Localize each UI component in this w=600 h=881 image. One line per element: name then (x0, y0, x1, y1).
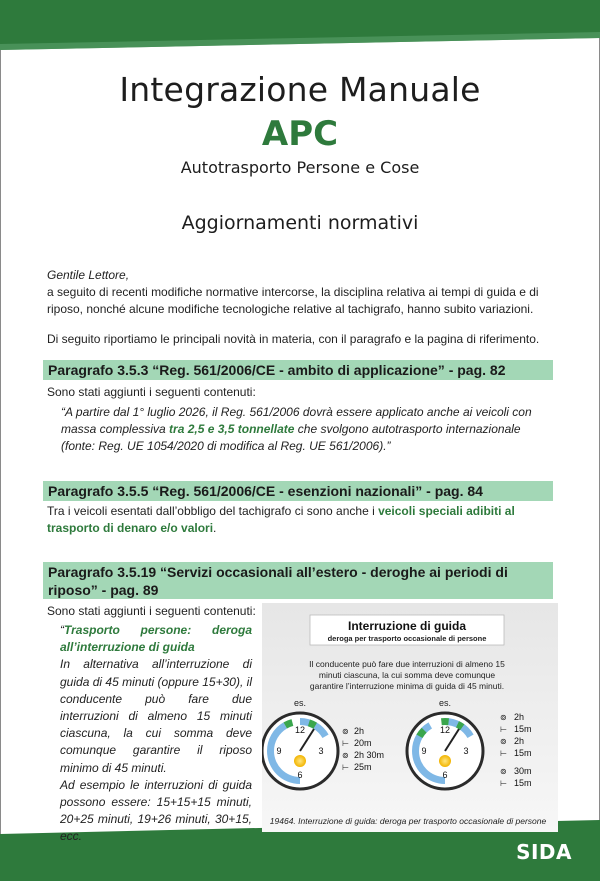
driving-break-figure (262, 603, 558, 832)
sun-icon (439, 755, 451, 767)
clock-number: 6 (442, 770, 448, 780)
legend-value: 2h 30m (354, 750, 385, 760)
steering-wheel-icon: ⊚ (500, 737, 507, 746)
quote-text-a: “A partire dal 1° luglio 2026, il Reg. 561/2006 dovrà essere applicato anche ai veicoli con massa complessiva (61, 405, 532, 436)
text-b: . (213, 521, 217, 535)
clock-number: 9 (421, 746, 427, 756)
section-heading-3-5-3: Paragrafo 3.5.3 “Reg. 561/2006/CE - ambito di applicazione” - pag. 82 (43, 360, 553, 380)
clock-number: 3 (318, 746, 324, 756)
steering-wheel-icon: ⊚ (342, 751, 349, 760)
intro-paragraph-2: Di seguito riportiamo le principali novità in materia, con il paragrafo e la pagina di riferimento. (47, 332, 540, 346)
legend-value: 15m (514, 748, 532, 758)
legend-value: 25m (354, 762, 372, 772)
quote-paragraph-2: Ad esempio le interruzioni di guida possono essere: 15+15+15 minuti, 20+25 minuti, 19+26 minuti, 30+15, ecc. (60, 777, 252, 844)
section-title: Aggiornamenti normativi (181, 212, 419, 234)
acronym-title: APC (261, 114, 339, 154)
figure-description-line: Il conducente può fare due interruzioni di almeno 15 (309, 659, 505, 669)
section-quote (61, 404, 555, 455)
figure-subtitle: deroga per trasporto occasionale di persone (327, 634, 487, 643)
example-label: es. (438, 698, 452, 708)
quote-title: Trasporto persone: deroga all’interruzione di guida (60, 623, 252, 655)
legend-value: 15m (514, 778, 532, 788)
steering-wheel-icon: ⊚ (500, 713, 507, 722)
steering-wheel-icon: ⊚ (342, 727, 349, 736)
figure-title: Interruzione di guida (347, 619, 467, 633)
clock-number: 12 (439, 725, 451, 735)
figure-description-line: garantire l’interruzione minima di guida di 45 minuti. (309, 681, 505, 691)
greeting: Gentile Lettore, (47, 268, 130, 282)
bed-icon: ⊢ (500, 725, 507, 734)
quote-open-mark: “ (60, 623, 64, 637)
highlight-text: veicoli speciali adibiti al trasporto di denaro e/o valori (47, 504, 515, 535)
quote-text-b: che svolgono autotrasporto internazionale (fonte: Reg. UE 1054/2020 di modifica al Reg. UE 561/2006).” (61, 422, 521, 453)
clock-number: 9 (276, 746, 282, 756)
document-title: Integrazione Manuale (119, 70, 481, 109)
legend-value: 30m (514, 766, 532, 776)
bed-icon: ⊢ (342, 763, 349, 772)
section-paragraph (47, 503, 557, 537)
figure-description-line: minuti ciascuna, la cui somma deve comunque (318, 670, 496, 680)
clock-number: 3 (463, 746, 469, 756)
section-heading-3-5-5: Paragrafo 3.5.5 “Reg. 561/2006/CE - esenzioni nazionali” - pag. 84 (43, 481, 553, 501)
figure-caption: 19464. Interruzione di guida: deroga per trasporto occasionale di persone (269, 816, 547, 826)
bed-icon: ⊢ (500, 779, 507, 788)
deroga-quote (60, 622, 252, 846)
quote-highlight: tra 2,5 e 3,5 tonnellate (169, 422, 295, 436)
section-heading-3-5-19: Paragrafo 3.5.19 “Servizi occasionali all’estero - deroghe ai periodi di riposo” - pag. 89 (43, 562, 553, 599)
bed-icon: ⊢ (500, 749, 507, 758)
section-lead: Sono stati aggiunti i seguenti contenuti: (47, 604, 256, 618)
sida-logo: SIDA (516, 840, 572, 864)
clock-number: 12 (294, 725, 306, 735)
legend-value: 15m (514, 724, 532, 734)
document-subtitle: Autotrasporto Persone e Cose (180, 158, 420, 177)
text-a: Tra i veicoli esentati dall’obbligo del tachigrafo ci sono anche i (47, 504, 379, 518)
steering-wheel-icon: ⊚ (500, 767, 507, 776)
quote-title-line (60, 622, 252, 656)
bed-icon: ⊢ (342, 739, 349, 748)
sun-icon (294, 755, 306, 767)
legend-value: 20m (354, 738, 372, 748)
clock-number: 6 (297, 770, 303, 780)
intro-paragraph (47, 267, 557, 318)
legend-value: 2h (514, 712, 525, 722)
legend-value: 2h (354, 726, 365, 736)
intro-line: a seguito di recenti modifiche normative intercorse, la disciplina relativa ai tempi di guida e di riposo, nonché alcune modifiche tecnologiche relative al tachigrafo, hanno subito variazioni. (47, 285, 539, 316)
quote-paragraph-1: In alternativa all’interruzione di guida di 45 minuti (oppure 15+30), il conducente può fare due interruzioni di almeno 15 minuti ciascuna, la cui somma deve comunque garantire il riposo minimo di 45 minuti. (60, 657, 252, 775)
top-decorative-band (0, 0, 600, 62)
example-label: es. (293, 698, 307, 708)
legend-value: 2h (514, 736, 525, 746)
section-lead: Sono stati aggiunti i seguenti contenuti: (47, 385, 256, 399)
